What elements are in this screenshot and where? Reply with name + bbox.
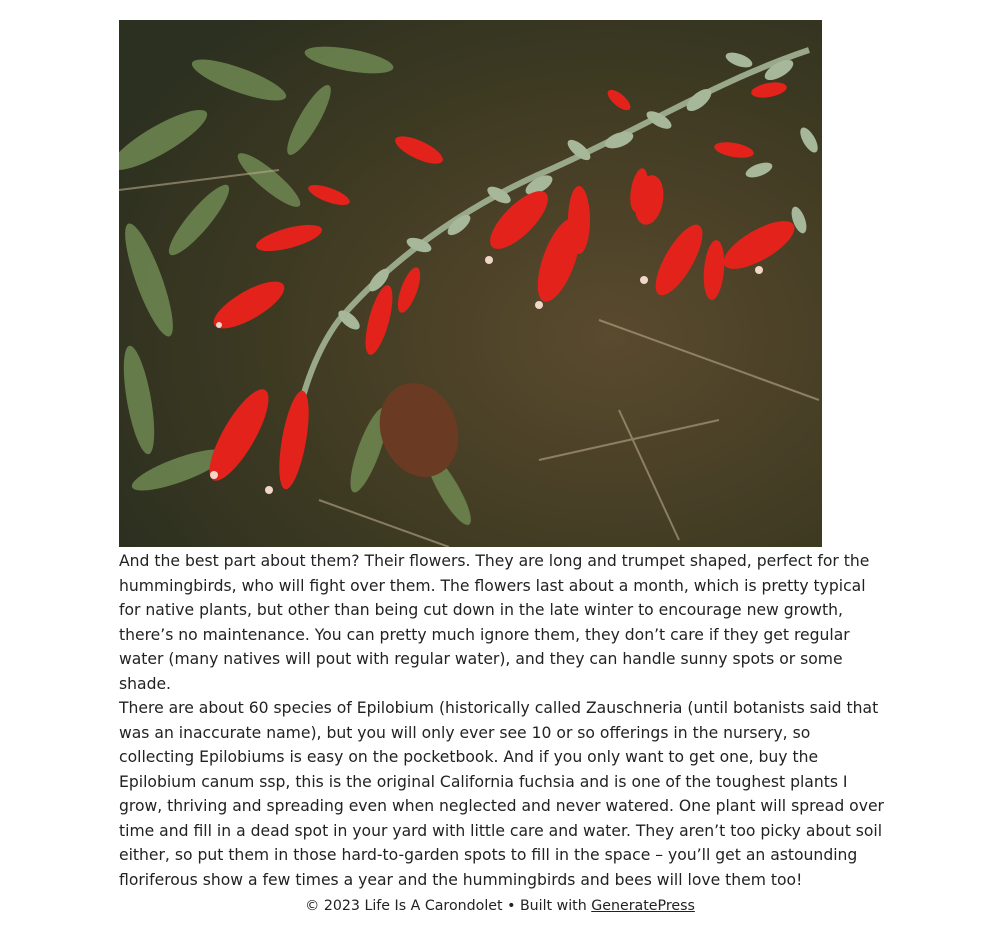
post-paragraph: And the best part about them? Their flowers. They are long and trumpet shaped, perfect for the hummingbirds, who will fight over them. The flowers last about a month, which is pretty typical for native plants, but other than being cut down in the late winter to encourage new growth, there’s no maintenance. You can pretty much ignore them, they don’t care if they get regular water (many natives will pout with regular water), and they can handle sunny spots or some shade. [119,552,870,693]
copyright-text: © 2023 Life Is A Carondolet [305,898,503,914]
footer-separator: • [507,898,516,914]
flower-photo-illustration [119,20,822,547]
site-footer [0,898,1000,914]
post-content [119,20,884,892]
post-paragraph: There are about 60 species of Epilobium (historically called Zauschneria (until botanists said that was an inaccurate name), but you will only ever see 10 or so offerings in the nursery, so collecting Epilobiums is easy on the pocketbook. And if you only want to get one, buy the Epilobium canum ssp, this is the original California fuchsia and is one of the toughest plants I grow, thriving and spreading even when neglected and never watered. One plant will spread over time and fill in a dead spot in your yard with little care and water. They aren’t too picky about soil either, so put them in those hard-to-garden spots to fill in the space – you’ll get an astounding floriferous show a few times a year and the hummingbirds and bees will love them too! [119,699,884,889]
california-fuchsia-photo [119,20,822,547]
post-body [119,549,884,892]
built-with-text: Built with [519,898,587,914]
generatepress-link[interactable]: GeneratePress [591,898,695,914]
